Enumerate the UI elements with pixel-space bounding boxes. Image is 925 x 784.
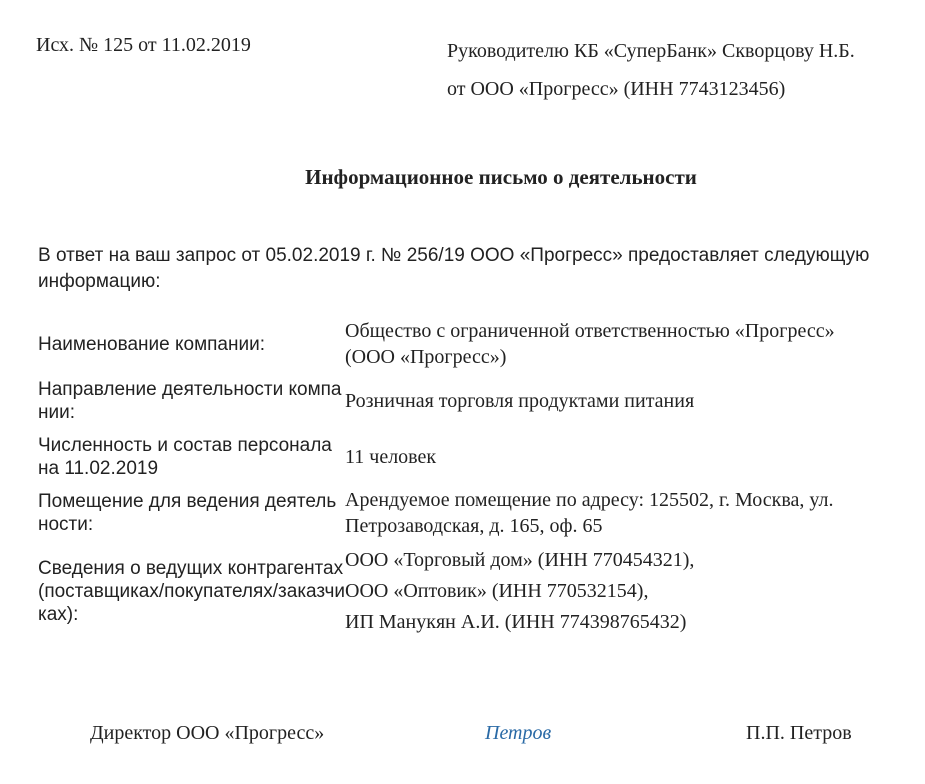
value-line: Общество с ограниченной ответственностью «Прогресс» — [345, 320, 835, 342]
info-row-label: Помещение для ведения деятельности: — [38, 491, 337, 535]
signatory-position: Директор ООО «Прогресс» — [90, 722, 325, 744]
info-row-staff — [38, 428, 918, 485]
value-line: ООО «Оптовик» (ИНН 770532154), — [345, 579, 649, 602]
value-line: ООО «Торговый дом» (ИНН 770454321), — [345, 548, 695, 571]
info-row-value — [345, 545, 918, 638]
value-line: ИП Манукян А.И. (ИНН 774398765432) — [345, 610, 687, 633]
info-row-premises — [38, 485, 918, 541]
info-row-label: Сведения о ведущих контрагентах (поставщиках/покупателях/заказчиках): — [38, 557, 346, 625]
addressee-block — [447, 32, 855, 108]
info-row-company-name — [38, 315, 918, 373]
value-line: Арендуемое помещение по адресу: 125502, г. Москва, ул. — [345, 489, 834, 511]
value-line: Петрозаводская, д. 165, оф. 65 — [345, 515, 603, 537]
company-info-table — [38, 315, 918, 641]
info-row-label: Наименование компании: — [38, 333, 265, 355]
info-row-counterparties — [38, 541, 918, 641]
handwritten-signature: Петров — [485, 722, 552, 744]
intro-paragraph: В ответ на ваш запрос от 05.02.2019 г. № 256/19 ООО «Прогресс» предоставляет следующую информацию: — [38, 245, 870, 292]
letter-title: Информационное письмо о деятельности — [305, 165, 697, 189]
value-line: (ООО «Прогресс») — [345, 346, 507, 368]
info-row-label: Направление деятельности компании: — [38, 378, 342, 423]
info-row-value — [345, 318, 918, 370]
value-line: Розничная торговля продуктами питания — [345, 389, 695, 412]
info-row-value — [345, 444, 918, 470]
signatory-name: П.П. Петров — [746, 722, 852, 744]
info-row-value — [345, 487, 918, 539]
info-row-value — [345, 388, 918, 414]
outgoing-reference: Исх. № 125 от 11.02.2019 — [36, 34, 251, 56]
info-row-label: Численность и состав персонала на 11.02.2019 — [38, 434, 332, 479]
addressee-sender: от ООО «Прогресс» (ИНН 7743123456) — [447, 78, 786, 100]
addressee-recipient: Руководителю КБ «СуперБанк» Скворцову Н.Б. — [447, 40, 855, 62]
info-row-activity — [38, 373, 918, 428]
value-line: 11 человек — [345, 445, 437, 468]
